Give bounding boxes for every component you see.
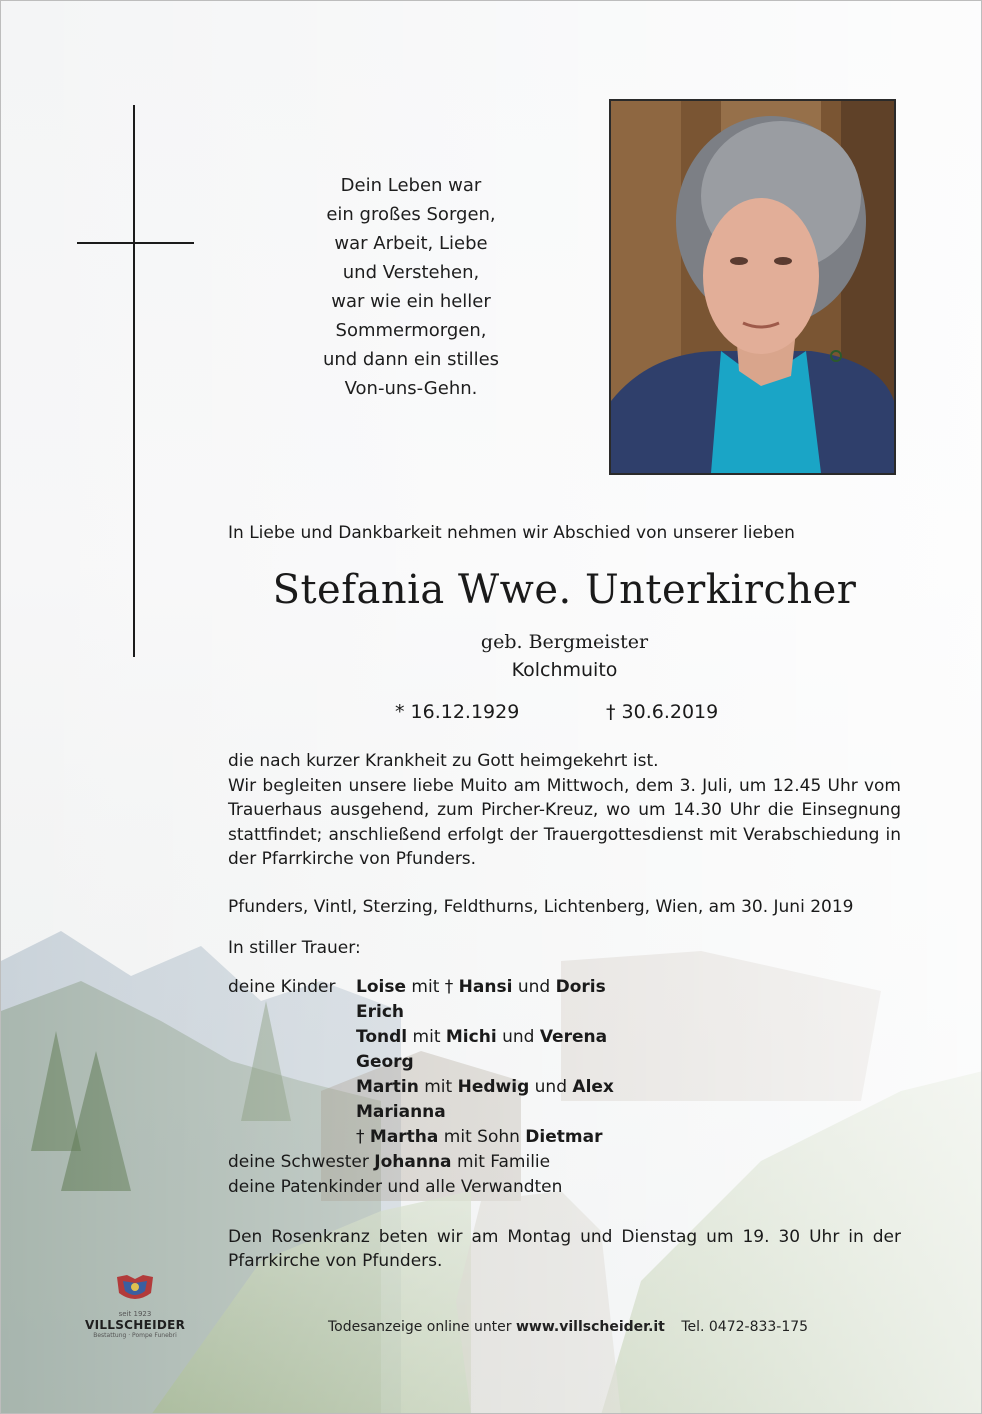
poem-line: ein großes Sorgen, — [326, 204, 496, 225]
family-link: mit — [412, 1027, 441, 1047]
announcement-first-line: die nach kurzer Krankheit zu Gott heimgekehrt ist. — [228, 751, 659, 771]
children-label: deine Kinder — [228, 977, 336, 997]
family-name: Georg — [356, 1052, 414, 1072]
nickname: Kolchmuito — [511, 659, 618, 681]
family-name: Erich — [356, 1002, 405, 1022]
family-name: Dietmar — [525, 1127, 603, 1147]
deceased-name: Stefania Wwe. Unterkircher — [272, 567, 857, 613]
family-name: Doris — [555, 977, 606, 997]
portrait-photo — [609, 99, 896, 475]
family-name: Verena — [539, 1027, 608, 1047]
footer-prefix: Todesanzeige online unter — [328, 1319, 512, 1335]
family-name: Johanna — [374, 1152, 452, 1172]
logo-subtitle: Bestattung · Pompe Funebri — [93, 1332, 177, 1339]
places-and-date: Pfunders, Vintl, Sterzing, Feldthurns, Lichtenberg, Wien, am 30. Juni 2019 — [228, 897, 854, 917]
poem-line: war Arbeit, Liebe — [334, 233, 488, 254]
rosary-notice: Den Rosenkranz beten wir am Montag und Dienstag um 19. 30 Uhr in der Pfarrkirche von Pfunders. — [228, 1227, 901, 1271]
poem-line: und Verstehen, — [342, 262, 480, 283]
poem-line: und dann ein stilles — [322, 349, 500, 370]
sister-label: deine Schwester — [228, 1152, 369, 1172]
family-name: Martha — [369, 1127, 439, 1147]
logo-established: seit 1923 — [118, 1310, 152, 1318]
cross-vertical-bar — [133, 105, 135, 657]
family-link: mit — [424, 1077, 453, 1097]
poem-line: Sommermorgen, — [335, 320, 487, 341]
birth-date: * 16.12.1929 — [395, 701, 520, 723]
family-link: mit Familie — [456, 1152, 551, 1172]
family-name: Alex — [572, 1077, 614, 1097]
phone-number: Tel. 0472-833-175 — [681, 1319, 809, 1335]
announcement-paragraph: Wir begleiten unsere liebe Muito am Mittwoch, dem 3. Juli, um 12.45 Uhr vom Trauerhaus ausgehend, zum Pircher-Kreuz, wo um 14.30 Uhr die Einsegnung stattfindet; anschließend erfolgt der Trauergottesdienst mit Verabschiedung in der Pfarrkirche von Pfunders. — [228, 775, 901, 869]
poem-line: Von-uns-Gehn. — [344, 378, 478, 399]
family-link: mit Sohn — [443, 1127, 520, 1147]
footer — [328, 1319, 808, 1335]
mourning-label: In stiller Trauer: — [228, 938, 361, 958]
family-link: und — [534, 1077, 567, 1097]
cross-horizontal-bar — [77, 242, 194, 244]
family-name: Hedwig — [457, 1077, 530, 1097]
poem-line: war wie ein heller — [331, 291, 491, 312]
funeral-home-logo — [85, 1273, 185, 1339]
poem-line: Dein Leben war — [340, 175, 482, 196]
family-name: Marianna — [356, 1102, 446, 1122]
maiden-name: geb. Bergmeister — [480, 631, 649, 653]
relatives-line: deine Patenkinder und alle Verwandten — [228, 1177, 563, 1197]
family-link: und — [517, 977, 551, 997]
family-name: Hansi — [458, 977, 513, 997]
family-name: Tondl — [356, 1027, 408, 1047]
family-name: Martin — [356, 1077, 419, 1097]
family-name: Michi — [445, 1027, 497, 1047]
intro-text: In Liebe und Dankbarkeit nehmen wir Abschied von unserer lieben — [228, 523, 795, 543]
deceased-marker: † — [356, 1127, 365, 1147]
family-link: mit † — [411, 977, 454, 997]
family-name: Loise — [356, 977, 406, 997]
death-date: † 30.6.2019 — [606, 701, 719, 723]
logo-brand: VILLSCHEIDER — [85, 1318, 186, 1332]
website-link[interactable]: www.villscheider.it — [516, 1319, 665, 1335]
family-link: und — [502, 1027, 535, 1047]
poem — [291, 171, 531, 403]
funeral-announcement — [228, 749, 901, 872]
coat-of-arms-icon — [113, 1273, 157, 1305]
